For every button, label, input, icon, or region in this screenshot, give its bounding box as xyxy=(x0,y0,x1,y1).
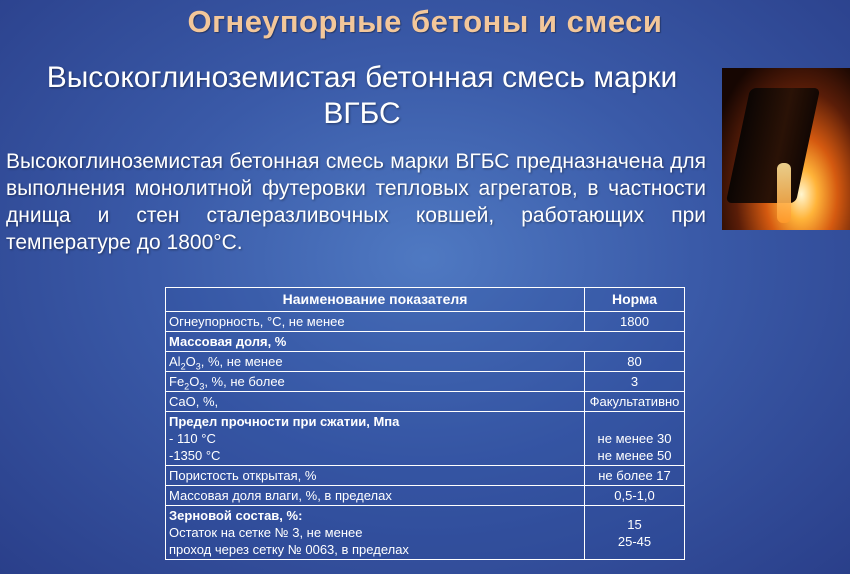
molten-metal-image xyxy=(722,68,850,230)
table-row xyxy=(166,372,685,392)
table-row xyxy=(166,392,685,412)
header-name: Наименование показателя xyxy=(166,288,585,312)
strength-line-1: - 110 °С xyxy=(169,431,216,446)
row-value: не более 17 xyxy=(585,466,685,486)
grain-label: Зерновой состав, %: xyxy=(169,508,303,523)
grain-line-1: Остаток на сетке № 3, не менее xyxy=(169,525,363,540)
row-value: 1800 xyxy=(585,312,685,332)
table-row xyxy=(166,506,685,560)
grain-line-2: проход через сетку № 0063, в пределах xyxy=(169,542,409,557)
header-norm: Норма xyxy=(585,288,685,312)
table-row xyxy=(166,352,685,372)
slide-subtitle: Высокоглиноземистая бетонная смесь марки ВГБС xyxy=(46,61,678,130)
row-name: $Al_2O_3$, %, не менее xyxy=(166,352,585,372)
row-name: CaO, %, xyxy=(166,392,585,412)
row-value: 80 xyxy=(585,352,685,372)
ladle-shape xyxy=(726,88,820,203)
row-name xyxy=(166,412,585,466)
row-value: 0,5-1,0 xyxy=(585,486,685,506)
row-name: Пористость открытая, % xyxy=(166,466,585,486)
strength-line-2: -1350 °С xyxy=(169,448,221,463)
slide-title: Огнеупорные бетоны и смеси xyxy=(187,4,663,39)
row-name: Огнеупорность, °С, не менее xyxy=(166,312,585,332)
strength-label: Предел прочности при сжатии, Мпа xyxy=(169,414,400,429)
metal-stream xyxy=(777,163,791,223)
row-value: не менее 30 не менее 50 xyxy=(585,412,685,466)
table-header-row xyxy=(166,288,685,312)
row-value: 15 25-45 xyxy=(585,506,685,560)
row-value: Факультативно xyxy=(585,392,685,412)
table-row xyxy=(166,312,685,332)
row-section-label: Массовая доля, % xyxy=(166,332,685,352)
description-text: Высокоглиноземистая бетонная смесь марки ВГБС предназначена для выполнения монолитной футеровки тепловых агрегатов, в частности днища и стен сталеразливочных ковшей, работающих при температуре до 1800°С. xyxy=(6,150,706,254)
row-name: $Fe_2O_3$, %, не более xyxy=(166,372,585,392)
table-row xyxy=(166,466,685,486)
row-name: Массовая доля влаги, %, в пределах xyxy=(166,486,585,506)
row-value: 3 xyxy=(585,372,685,392)
table-row xyxy=(166,412,685,466)
table-row xyxy=(166,486,685,506)
row-name xyxy=(166,506,585,560)
properties-table xyxy=(165,287,685,560)
table-row xyxy=(166,332,685,352)
